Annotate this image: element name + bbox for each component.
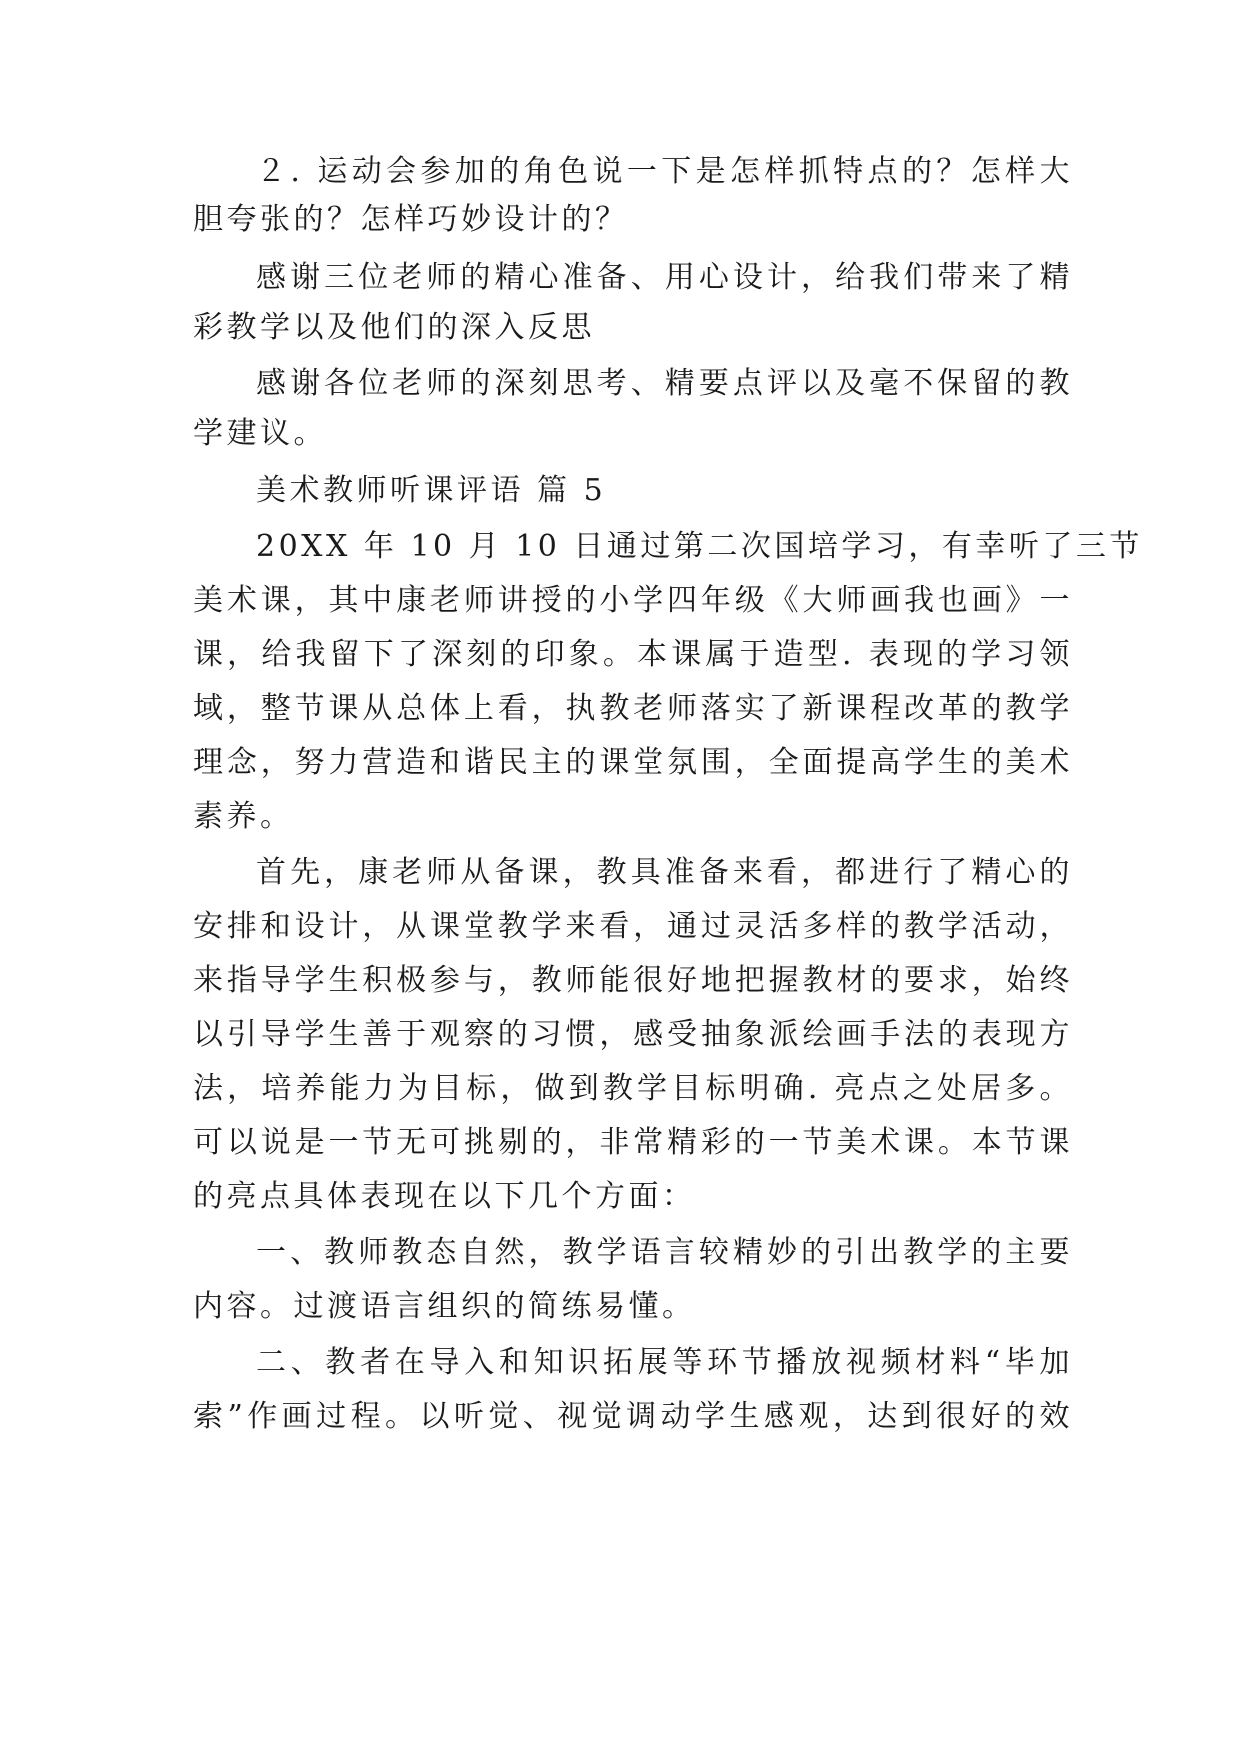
text-line: 内容。过渡语言组织的简练易懂。 <box>193 1289 696 1324</box>
section-heading: 美术教师听课评语 篇 5 <box>256 473 607 508</box>
text-line: 素养。 <box>193 799 294 834</box>
text-line: 法，培养能力为目标，做到教学目标明确. 亮点之处居多。 <box>193 1071 1073 1106</box>
text-line: 来指导学生积极参与，教师能很好地把握教材的要求，始终 <box>193 963 1073 998</box>
text-line: 以引导学生善于观察的习惯，感受抽象派绘画手法的表现方 <box>193 1017 1073 1052</box>
text-line: 美术课，其中康老师讲授的小学四年级《大师画我也画》一 <box>193 583 1073 618</box>
text-line: 学建议。 <box>193 416 327 451</box>
text-line: 感谢各位老师的深刻思考、精要点评以及毫不保留的教 <box>256 366 1073 401</box>
text-line: 二、教者在导入和知识拓展等环节播放视频材料“毕加 <box>256 1345 1073 1380</box>
text-line: 的亮点具体表现在以下几个方面： <box>193 1179 696 1214</box>
text-line: 彩教学以及他们的深入反思 <box>193 310 595 345</box>
text-line: ２. 运动会参加的角色说一下是怎样抓特点的？怎样大 <box>256 154 1073 189</box>
text-line: 20XX 年 10 月 10 日通过第二次国培学习，有幸听了三节 <box>256 529 1143 564</box>
text-line: 首先，康老师从备课，教具准备来看，都进行了精心的 <box>256 855 1073 890</box>
text-line: 一、教师教态自然，教学语言较精妙的引出教学的主要 <box>256 1235 1073 1270</box>
text-line: 可以说是一节无可挑剔的，非常精彩的一节美术课。本节课 <box>193 1125 1073 1160</box>
text-line: 胆夸张的？怎样巧妙设计的？ <box>193 202 629 237</box>
text-line: 安排和设计，从课堂教学来看，通过灵活多样的教学活动， <box>193 909 1073 944</box>
text-line: 域，整节课从总体上看，执教老师落实了新课程改革的教学 <box>193 691 1073 726</box>
text-line: 课，给我留下了深刻的印象。本课属于造型. 表现的学习领 <box>193 637 1073 672</box>
text-line: 理念，努力营造和谐民主的课堂氛围，全面提高学生的美术 <box>193 745 1073 780</box>
text-line: 索”作画过程。以听觉、视觉调动学生感观，达到很好的效 <box>193 1399 1073 1434</box>
text-line: 感谢三位老师的精心准备、用心设计，给我们带来了精 <box>256 260 1073 295</box>
